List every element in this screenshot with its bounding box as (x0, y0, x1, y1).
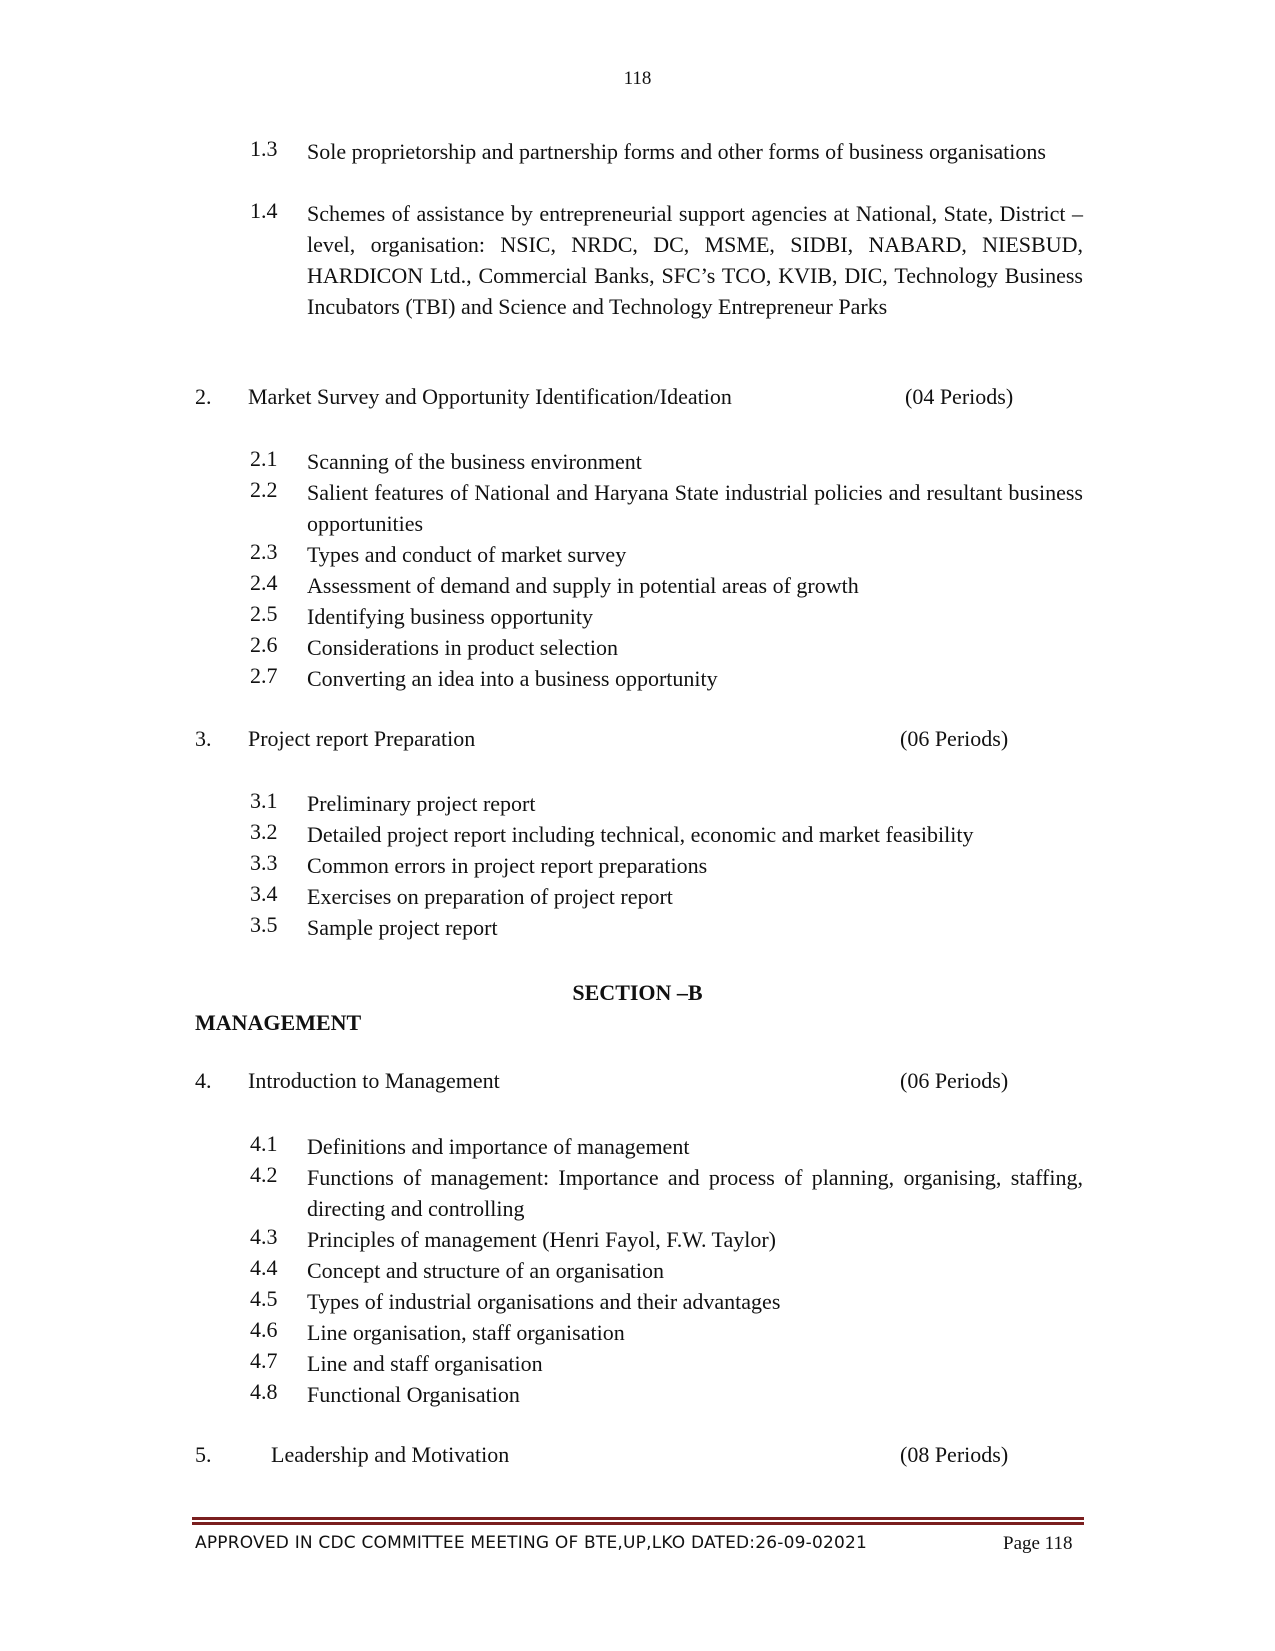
footer-divider (192, 1517, 1084, 1525)
item-text: Functional Organisation (307, 1382, 520, 1407)
item-text: Detailed project report including technical, economic and market feasibility (307, 822, 974, 847)
item-number: 2.6 (250, 632, 278, 657)
item-text: Common errors in project report preparations (307, 853, 708, 878)
item-number: 4.4 (250, 1255, 278, 1280)
item-text: Schemes of assistance by entrepreneurial support agencies at National, State, District –level, organisation: NSIC, NRDC, DC, MSME, SIDBI, NABARD, NIESBUD, HARDICON Ltd., Commercial Banks, SFC’s TCO, KVIB, DIC, Technology Business Incubators (TBI) and Science and Technology Entrepreneur Parks (307, 201, 1083, 319)
item-number: 4.8 (250, 1379, 278, 1404)
item-text: Identifying business opportunity (307, 604, 593, 629)
unit-number: 3. (195, 726, 212, 751)
item-number: 2.2 (250, 477, 278, 502)
item-number: 2.3 (250, 539, 278, 564)
item-number: 4.2 (250, 1162, 278, 1187)
item-number: 4.5 (250, 1286, 278, 1311)
item-text: Concept and structure of an organisation (307, 1258, 664, 1283)
section-title: SECTION –B (572, 980, 703, 1005)
item-text: Converting an idea into a business opportunity (307, 666, 718, 691)
item-number: 4.6 (250, 1317, 278, 1342)
item-text: Principles of management (Henri Fayol, F.W. Taylor) (307, 1227, 776, 1252)
item-text: Sole proprietorship and partnership forms and other forms of business organisations (307, 139, 1046, 164)
item-text: Line and staff organisation (307, 1351, 543, 1376)
item-number: 1.4 (250, 198, 278, 223)
item-text: Considerations in product selection (307, 635, 618, 660)
item-number: 4.1 (250, 1131, 278, 1156)
unit-number: 4. (195, 1068, 212, 1093)
item-text: Salient features of National and Haryana State industrial policies and resultant business opportunities (307, 480, 1083, 536)
page-number: 118 (623, 68, 652, 89)
item-number: 2.7 (250, 663, 278, 688)
unit-periods: (04 Periods) (905, 384, 1014, 409)
item-text: Types and conduct of market survey (307, 542, 627, 567)
unit-number: 5. (195, 1442, 212, 1467)
footer-page-label: Page 118 (1003, 1533, 1073, 1554)
item-text: Functions of management: Importance and process of planning, organising, staffing, directing and controlling (307, 1165, 1083, 1221)
item-number: 4.7 (250, 1348, 278, 1373)
item-number: 1.3 (250, 136, 278, 161)
item-number: 2.1 (250, 446, 278, 471)
item-text: Line organisation, staff organisation (307, 1320, 625, 1345)
item-text: Exercises on preparation of project report (307, 884, 673, 909)
item-number: 3.2 (250, 819, 278, 844)
item-number: 3.4 (250, 881, 278, 906)
unit-number: 2. (195, 384, 212, 409)
item-number: 3.1 (250, 788, 278, 813)
unit-periods: (06 Periods) (900, 1068, 1009, 1093)
item-text: Sample project report (307, 915, 498, 940)
item-text: Assessment of demand and supply in potential areas of growth (307, 573, 859, 598)
item-number: 2.4 (250, 570, 278, 595)
item-number: 4.3 (250, 1224, 278, 1249)
item-text: Definitions and importance of management (307, 1134, 690, 1159)
item-number: 2.5 (250, 601, 278, 626)
item-text: Preliminary project report (307, 791, 536, 816)
item-number: 3.5 (250, 912, 278, 937)
unit-periods: (08 Periods) (900, 1442, 1009, 1467)
unit-title: Introduction to Management (248, 1068, 500, 1093)
item-text: Types of industrial organisations and their advantages (307, 1289, 781, 1314)
footer-approval: APPROVED IN CDC COMMITTEE MEETING OF BTE,UP,LKO DATED:26-09-02021 (195, 1533, 868, 1553)
unit-title: Market Survey and Opportunity Identification/Ideation (248, 384, 732, 409)
section-subtitle: MANAGEMENT (195, 1010, 362, 1035)
unit-periods: (06 Periods) (900, 726, 1009, 751)
unit-title: Leadership and Motivation (271, 1442, 510, 1467)
unit-title: Project report Preparation (248, 726, 476, 751)
item-text: Scanning of the business environment (307, 449, 642, 474)
item-number: 3.3 (250, 850, 278, 875)
